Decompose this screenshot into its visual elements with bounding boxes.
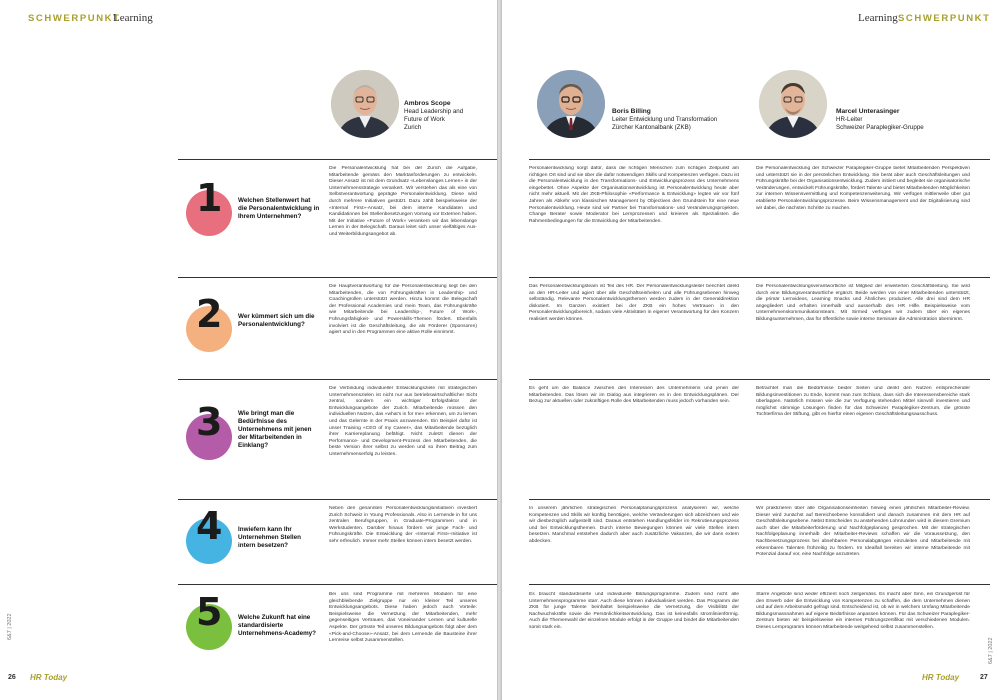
row-rule [529, 584, 990, 585]
right-page [502, 0, 1000, 700]
person-company: Zurich [404, 124, 422, 131]
avatar-ambros-scope [331, 70, 399, 138]
row-rule [178, 499, 497, 500]
right-kicker: SCHWERPUNKT [898, 13, 991, 24]
question-text: Wer kümmert sich um die Personalentwicklung? [238, 313, 315, 328]
answer-text: Die Verbindung individueller Entwicklungsziele mit strategischen Unternehmenszielen ist nicht nur aus betriebswirtschaftlicher Sicht zentral, sondern ein wichtiger Erfolgsfaktor der Entwicklungsangebote der Zurich. Mitarbeitende müssen den individuellen Nutzen, das «what's in for me» erkennen, um zu lernen und das Gelernte in der Praxis anzuwenden. Ein Beispiel dafür ist unser Training «CEO of my Career», das Mitarbeitende bezüglich ihrer Karriereplanung befähigt. Nicht zuletzt dienen der Performance- und Development-Prozess den Mitarbeitenden, die beste Version ihrer selbst zu werden und so ihren Beitrag zum Unternehmenserfolg zu leisten. [329, 386, 477, 457]
row-rule [178, 277, 497, 278]
row-rule [178, 159, 497, 160]
answer-text: Personalentwicklung sorgt dafür, dass die richtigen Menschen zum richtigen Zeitpunkt am richtigen Ort sind und sie über die dafür notwendigen Skills und Kompetenzen verfügen. Dazu ist die Personalentwicklung in den Transformations- und Entwicklungsprozess des Unternehmens eingebettet. Ohne Aspekte der Organisationsentwicklung ist Personalentwicklung heute aber nicht mehr aktuell. Mit der ZKB-Philosophie «Performance & Entwicklung» legten wir vor fünf Jahren als Abkehr von klassischen Management by Objectives den Grundstein für eine neue Personalentwicklung. Heute sind wir Partner bei Transformations- und Veränderungsprojekten. Change Berater sowie Moderator bei Lernprozessen und kreieren als Spezialisten die Rahmenbedingungen für die Entwicklung der Mitarbeitenden. [529, 166, 739, 224]
page-number: 26 [8, 674, 16, 681]
question-number: 2 [196, 292, 223, 336]
answer-text: Starre Angebote sind weder effizient noch zeitgemäss. Es macht aber Sinn, ein Grundgerüst für den Erwerb oder die Entwicklung von Kompetenzen zu schaffen, die dem Unternehmen dienen und auf dem Arbeitsmarkt gefragt sind. Entscheidend ist, ob wir in welchem Umfang Mitarbeitende Bildungsmassnahmen auf eigene Bedürfnisse anpassen können. Für das Schweizer Paraplegiker-Zentrum bieten wir beispielsweise ein internes Führungszertifikat mit verschiedenen Modulen. Dieses Lernprogramm können Mitarbeitende weitgehend selbst zusammenstellen. [756, 592, 970, 630]
question-text: Welche Zukunft hat eine standardisierte Unternehmens-Academy? [238, 614, 317, 637]
person-role: Leiter Entwicklung und Transformation [612, 116, 718, 123]
person-role: Future of Work [404, 116, 445, 123]
answer-text: Das Personalentwicklungsteam ist Teil des HR. Der Personalentwicklungsleiter berichtet direkt an den HR-Leiter und agiert über alle Geschäftseinheiten und alle Führungsebenen hinweg selbständig. Relevante Personalentwicklungsthemen werden zudem in der Generaldirektion diskutiert. Im Ganzen existiert bei der ZKB ein hohes Vertrauen in den Personalentwicklungsbereich, sodass viele Aktivitäten in eigener Verantwortung für den Konzern realisiert werden können. [529, 284, 739, 322]
answer-text: Die Personalentwicklung der Schweizer Paraplegiker-Gruppe bietet Mitarbeitenden Perspektiven und unterstützt sie in der persönlichen Entwicklung. Sie berät aber auch Geschäftsleitungen und Führungskräfte bei der Organisationsentwicklung. Zudem initiiert und begleitet sie organisatorische Veränderungen, entwickelt Führungskräfte, fördert Talente und bietet Mitarbeitenden Möglichkeiten zur internen Wissensvermittlung und Kompetenzerweiterung. Wir verfügen mittlerweile über gut etablierte Personalentwicklungsprozesse. Beim Wissensmanagement und der Digitalisierung sind wir dabei, die nächsten Schritte zu machen. [756, 166, 970, 211]
row-rule [529, 499, 990, 500]
row-rule [178, 584, 497, 585]
answer-text: Die Hauptverantwortung für die Personalentwicklung liegt bei den Mitarbeitenden, die von Führungskräften in Leadership- und Coachingrollen unterstützt werden. Hinzu kommt die Belegschaft der Professional Academies und mein Team, das Führungskräfte wie Mitarbeitende bei Leadership-, Future of Work-, Führungsfähigkeit- und Powerskills-Themen fördert. Ebenfalls involviert ist die Geschäftsleitung, die als Förderer (Sponsoren) agiert und in den Programmen eine aktive Rolle einnimmt. [329, 284, 477, 336]
question-number: 4 [196, 504, 223, 548]
brand-logo: HR Today [30, 673, 68, 682]
answer-text: In unserem jährlichen strategischen Personalplanungsprozess analysieren wir, welche Kompetenzen und Skills wir künftig benötigen, welche Veränderungen sich abzeichnen und wie wir diesbezüglich aufgestellt sind. Daraus entstehen Handlungsfelder im Rekrutierungsprozess und bei Entwicklungsthemen. Durch interne Bewegungen können wir viele Stellen intern besetzen. Manchmal entstehen dadurch aber auch zusätzliche Vakanzen, die wir dann extern abdecken. [529, 506, 739, 544]
person-name: Ambros Scope [404, 100, 451, 107]
person-role: HR-Leiter [836, 116, 863, 123]
answer-text: Es braucht standardisierte und individuelle Bildungsprogramme. Zudem sind nicht alle Unternehmensprogramme starr. Auch diese können individualisiert werden. Das Programm der ZKB für junge Talente beinhaltet beispielsweise die Vernetzung, die Visibilität der Nachwuchskräfte sowie die Persönlichkeitsentwicklung. Das ist keinesfalls stromlinienförmig. Auch die Themenwahl der einzelnen Module erfolgt in der Gruppe und bindet die Mitarbeitenden somit stark ein. [529, 592, 739, 630]
question-text: Welchen Stellenwert hat die Personalentwicklung in Ihrem Unternehmen? [238, 197, 320, 220]
question-number: 1 [196, 176, 223, 220]
row-rule [529, 159, 990, 160]
answer-text: Es geht um die Balance zwischen den Interessen des Unternehmens und jenen der Mitarbeitenden. Das lösen wir im Dialog aus integrieren es in den Entwicklungsplänen. Der Bezug zur aktuellen oder zukünftigen Rolle des Mitarbeitenden muss jedoch vorhanden sein. [529, 386, 739, 405]
avatar-marcel-unterasinger [759, 70, 827, 138]
page-number: 27 [980, 674, 988, 681]
person-info-1 [404, 100, 497, 132]
row-rule [529, 277, 990, 278]
issue-label: 6&7 | 2022 [7, 613, 13, 640]
left-page [0, 0, 497, 700]
person-company: Zürcher Kantonalbank (ZKB) [612, 124, 691, 131]
answer-text: Neben den genannten Personalentwicklungsinitiativen investiert Zurich Schweiz in Young Professionals. Also in Lernende in für uns zentralen Berufsgruppen, in Graduate-Programmen und in Werkstudenten. Darüber hinaus fördern wir junge Fach- und Führungskräfte. Die Entwicklung der «Internal First»-Initiative ist sehr erfreulich. Immer mehr Stellen können intern besetzt werden. [329, 506, 477, 544]
question-text: Inwiefern kann Ihr Unternehmen Stellen intern besetzen? [238, 526, 301, 549]
question-number: 5 [196, 590, 223, 634]
answer-text: Die Personalentwicklung hat bei der Zurich die Aufgabe, Mitarbeitende gemäss den Marktanforderungen zu entwickeln. Dieser Ansatz ist mit dem Grundsatz «Lebenslanges Lernen» in der Unternehmensstrategie verankert. Wir verstehen das als eine von Selbstverantwortung geprägte Personalentwicklung. Diese wird durch mehrere Initiativen gestützt. Dazu zählt beispielsweise der «Internal First»-Ansatz, bei dem interne Kandidaten und Kandidatinnen bei Stellenbesetzungen Vorrang vor Externen haben. Mit der Initiative «Future of Work» verankern wir das lebenslange Lernen in der Belegschaft. Daraus leitet sich unser vielfältiges Aus- und Weiterbildungsangebot ab. [329, 166, 477, 237]
left-section: Learning [113, 12, 153, 24]
person-name: Marcel Unterasinger [836, 108, 900, 115]
answer-text: Wir praktizieren über alle Organisationseinheiten hinweg einen jährlichen Mitarbeiter-Review. Dieser wird zunächst auf Bereichsebene konsolidiert und danach zusammen mit dem HR auf Geschäftsleitungsebene. Nebst Entscheiden zu anstehenden Lohnrunden wird in diesem Gremium auch über die Mitarbeiterförderung und Nachfolgeplanung gesprochen. Mit der strategischen Nachfolgeplanung innerhalb der Mitarbeiter-Reviews schaffen wir die Voraussetzung, den Nachbesetzungsprozess bei absehbaren Personalabgängen einzuleiten und Mitarbeitende mit erkennbaren Talenten frühzeitig zu fördern. Im Idealfall bereiten wir interne Mitarbeitende mit Potenzial darauf vor, eine Nachfolge anzutreten. [756, 506, 970, 558]
right-section: Learning [858, 12, 898, 24]
question-text: Wie bringt man die Bedürfnisse des Unternehmens mit jenen der Mitarbeitenden in Einklang? [238, 410, 312, 449]
answer-text: Betrachtet man die Bedürfnisse beider Seiten und denkt den Nutzen entsprechender Bildungsinvestitionen zu Ende, kommt man zum Schluss, dass sich die Interessensbereiche stark überlappen. Natürlich müssen wie die zur Verfügung stehenden Mittel sinnvoll investieren und möglichst stimmige Lösungen finden für das Schweizer Paraplegiker-Zentrum, die grösste Tochterfirma der Stiftung, gibt es hierfür einen eigenen Geschäftsleitungsausschuss. [756, 386, 970, 418]
person-role: Head Leadership and [404, 108, 464, 115]
answer-text: Die Personalentwicklungsverantwortliche ist Mitglied der erweiterten Geschäftsleitung. Sie wird durch eine Bildungsverantwortliche ergänzt. Beide werden von einer Mitarbeitenden unterstützt, die primär Lernvideos, Learning Snacks und Ähnliches produziert. Alle drei sind dem HR angegliedert und erhalten innerhalb und ausserhalb des HR Hilfe. Beispielsweise vom Unternehmenskommunikationsteam. Mit Sirmed verfügen wir zudem über ein eigenes Bildungsunternehmen, das für öffentliche sowie interne Seminare die Administration übernimmt. [756, 284, 970, 322]
person-name: Boris Billing [612, 108, 651, 115]
answer-text: Bei uns sind Programme mit mehreren Modulen für eine gleichbleibende Zielgruppe nur ein kleiner Teil unseres Entwicklungsangebots. Diese haben jedoch auch Vorteile: Beispielsweise die Vernetzung der Mitarbeitenden, mehr gegenseitiges Vertrauen, das Voneinander Lernen und kulturelle Aspekte. Der grösste Teil unseres Bildungsangebots folgt aber dem «Pick-and-Choose»-Ansatz, bei dem Lernende die Bausteine ihrer Lernreise selbst zusammenstellen. [329, 592, 477, 644]
avatar-boris-billing [537, 70, 605, 138]
issue-label: 6&7 | 2022 [988, 637, 994, 664]
row-rule [178, 379, 497, 380]
brand-logo: HR Today [922, 673, 960, 682]
row-rule [529, 379, 990, 380]
person-company: Schweizer Paraplegiker-Gruppe [836, 124, 924, 131]
question-number: 3 [196, 400, 223, 444]
person-info-3 [836, 108, 986, 132]
person-info-2 [612, 108, 762, 132]
left-kicker: SCHWERPUNKT [28, 13, 121, 24]
